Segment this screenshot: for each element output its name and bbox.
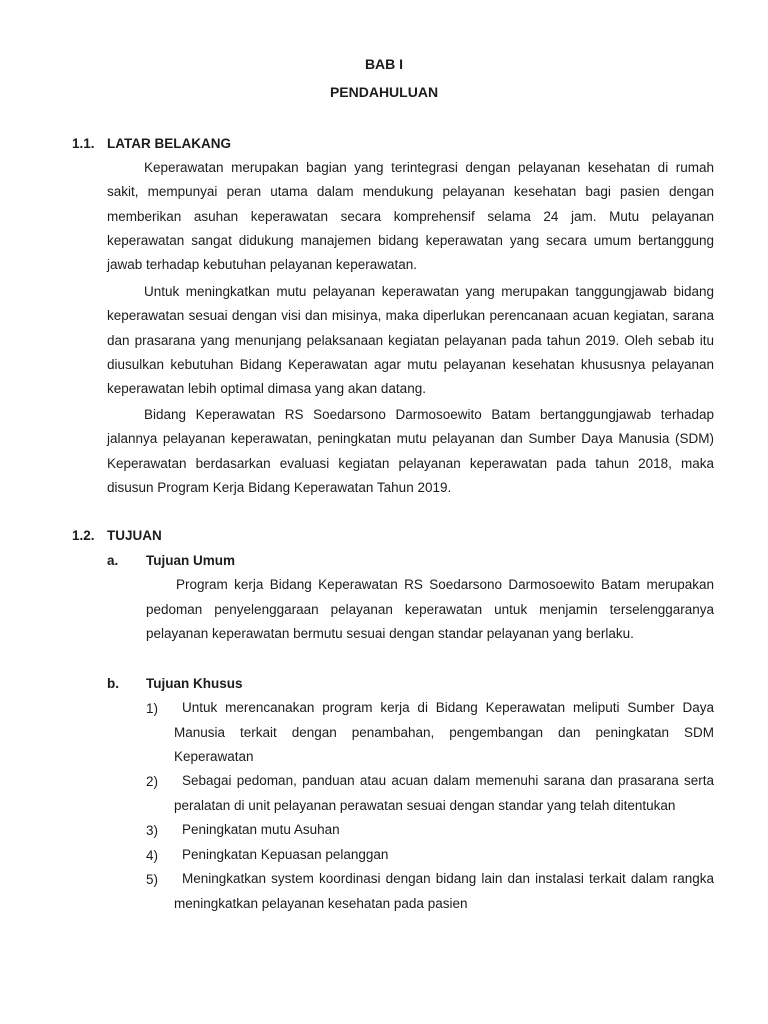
specific-objective-title: Tujuan Khusus bbox=[146, 676, 243, 691]
objective-item-4-text: Peningkatan Kepuasan pelanggan bbox=[182, 847, 389, 862]
objective-item-4-number: 4) bbox=[146, 848, 159, 863]
objective-item-3-text: Peningkatan mutu Asuhan bbox=[182, 822, 340, 837]
general-objective-title: Tujuan Umum bbox=[146, 553, 235, 568]
objective-item-1-text: Untuk merencanakan program kerja di Bidang Keperawatan meliputi Sumber Daya Manusia terkait dengan penambahan, pengembangan dan peningkatan SDM Keperawatan bbox=[174, 700, 714, 765]
objective-item-5-text: Meningkatkan system koordinasi dengan bidang lain dan instalasi terkait dalam rangka meningkatkan pelayanan kesehatan pada pasien bbox=[174, 871, 714, 911]
background-paragraph-2: Untuk meningkatkan mutu pelayanan keperawatan yang merupakan tanggungjawab bidang keperawatan sesuai dengan visi dan misinya, maka diperlukan perencanaan acuan kegiatan, sarana dan prasarana yang menunjang pelaksanaan kegiatan pelayanan pada tahun 2019. Oleh sebab itu diusulkan kebutuhan Bidang Keperawatan agar mutu pelayanan kesehatan khususnya pelayanan keperawatan lebih optimal dimasa yang akan datang. bbox=[107, 284, 714, 397]
chapter-title: PENDAHULUAN bbox=[329, 84, 439, 100]
chapter-number: BAB I bbox=[364, 56, 404, 72]
objective-item-5-number: 5) bbox=[146, 872, 159, 887]
background-paragraph-1: Keperawatan merupakan bagian yang terintegrasi dengan pelayanan kesehatan di rumah sakit, mempunyai peran utama dalam mendukung pelayanan kesehatan bagi pasien dengan memberikan asuhan keperawatan secara komprehensif selama 24 jam. Mutu pelayanan keperawatan sangat didukung manajemen bidang keperawatan yang secara umum bertanggung jawab terhadap kebutuhan pelayanan keperawatan. bbox=[107, 160, 714, 273]
objective-item-2-number: 2) bbox=[146, 774, 159, 789]
general-objective-letter: a. bbox=[107, 553, 119, 568]
objective-item-2-text: Sebagai pedoman, panduan atau acuan dalam memenuhi sarana dan prasarana serta peralatan di unit pelayanan perawatan sesuai dengan standar yang telah ditentukan bbox=[174, 773, 714, 813]
specific-objective-letter: b. bbox=[107, 676, 119, 691]
section-2-number: 1.2. bbox=[72, 528, 95, 543]
objective-item-3-number: 3) bbox=[146, 823, 159, 838]
background-paragraph-3: Bidang Keperawatan RS Soedarsono Darmosoewito Batam bertanggungjawab terhadap jalannya pelayanan keperawatan, peningkatan mutu pelayanan dan Sumber Daya Manusia (SDM) Keperawatan berdasarkan evaluasi kegiatan pelayanan keperawatan pada tahun 2018, maka disusun Program Kerja Bidang Keperawatan Tahun 2019. bbox=[107, 407, 714, 495]
section-2-title: TUJUAN bbox=[107, 528, 162, 543]
section-1-title: LATAR BELAKANG bbox=[107, 136, 231, 151]
objective-item-1-number: 1) bbox=[146, 701, 159, 716]
section-1-number: 1.1. bbox=[72, 136, 95, 151]
general-objective-text: Program kerja Bidang Keperawatan RS Soedarsono Darmosoewito Batam merupakan pedoman penyelenggaraan pelayanan keperawatan untuk menjamin terselenggaranya pelayanan keperawatan bermutu sesuai dengan standar pelayanan yang berlaku. bbox=[146, 577, 714, 642]
